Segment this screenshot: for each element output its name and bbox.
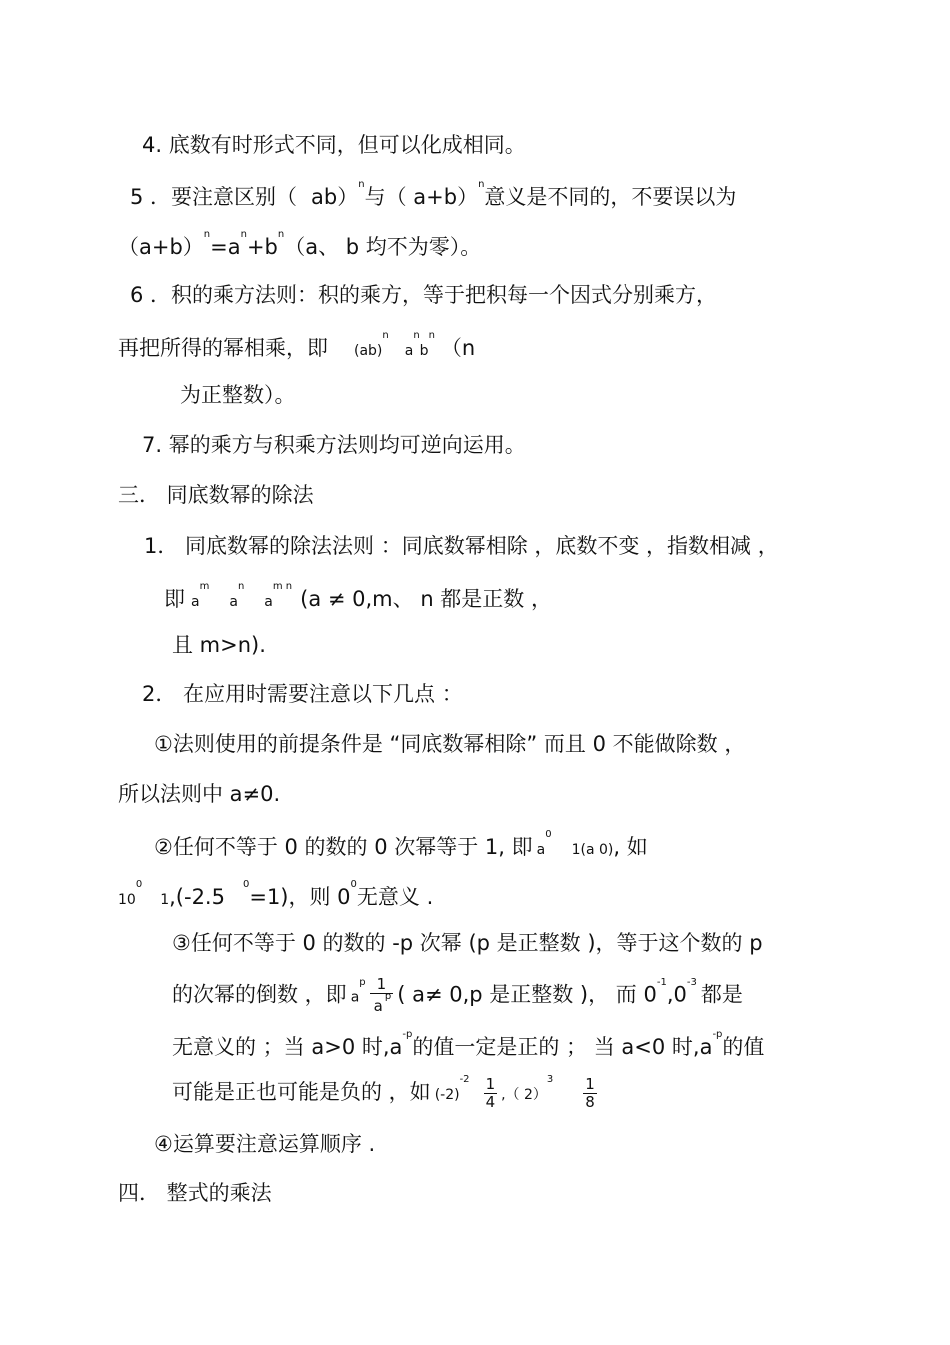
- fraction-one-quarter: $\frac{1}{4}$: [485, 1074, 496, 1111]
- line-item-5-cont: $(a+b)^n=a^n+b^n(a$、 b 均不为零）。: [118, 229, 482, 259]
- note-4: ④运算要注意运算顺序 .: [154, 1132, 376, 1156]
- fraction-one-over-a-p: $\frac{1}{a^p}$: [370, 976, 394, 1015]
- note-2: ②任何不等于 0 的数的 0 次幂等于 1, 即 $a^01(a$ 0), 如: [154, 829, 648, 859]
- line-item-div-1-end: 且 m>n).: [172, 633, 266, 657]
- note-1-cont: 所以法则中 a≠0.: [118, 782, 281, 806]
- line-item-5: 5 ．要注意区别（ ab）$^n$与（ a+b）$^n$意义是不同的，不要误以为: [130, 179, 737, 209]
- line-item-7: 7. 幂的乘方与积乘方法则均可逆向运用。: [142, 433, 526, 457]
- line-item-6: 6 ．积的乘方法则：积的乘方，等于把积每一个因式分别乘方，: [130, 283, 718, 307]
- line-item-div-1: 1． 同底数幂的除法法则 ：同底数幂相除 ，底数不变 ，指数相减 ，: [144, 534, 779, 558]
- line-item-div-2: 2． 在应用时需要注意以下几点 ：: [142, 682, 463, 706]
- note-3-example: 可能是正也可能是负的 ，如 $(-2)^{-2}$ $\frac{1}{4}$ ,（ 2）$^3$ $\frac{1}{8}$: [172, 1074, 595, 1111]
- line-item-6-cont: 再把所得的幂相乘，即 $(ab)^na^nb^n(n$: [118, 330, 476, 360]
- section-heading-3: 三． 同底数幂的除法: [118, 483, 314, 507]
- note-1: ①法则使用的前提条件是 “同底数幂相除” 而且 0 不能做除数 ，: [154, 732, 746, 756]
- note-2-cont: $10^01,(-2.5^0=1)$，则 $0^0$无意义 .: [118, 879, 434, 909]
- section-heading-4: 四． 整式的乘法: [118, 1181, 272, 1205]
- line-item-4: 4. 底数有时形式不同，但可以化成相同。: [142, 133, 526, 157]
- note-3-formula: 的次幂的倒数 ，即 $a^p$ $\frac{1}{a^p}$ ( a≠ 0,p 是正整数 )， 而 $0^{-1},0^{-3}$都是: [172, 975, 743, 1015]
- fraction-one-eighth: $\frac{1}{8}$: [585, 1074, 595, 1111]
- note-3: ③任何不等于 0 的数的 -p 次幂 (p 是正整数 )，等于这个数的 p: [172, 931, 763, 955]
- note-3-cont: 无意义的 ；当 a>0 时$,a^{-p}$的值一定是正的 ； 当 a<0 时$,a^{-p}$的值: [172, 1029, 765, 1059]
- line-item-div-1-formula: 即$a^ma^na^{m n}(a \ne 0,m$、 n 都是正数 ，: [164, 581, 552, 611]
- line-item-6-end: 为正整数）。: [180, 383, 296, 407]
